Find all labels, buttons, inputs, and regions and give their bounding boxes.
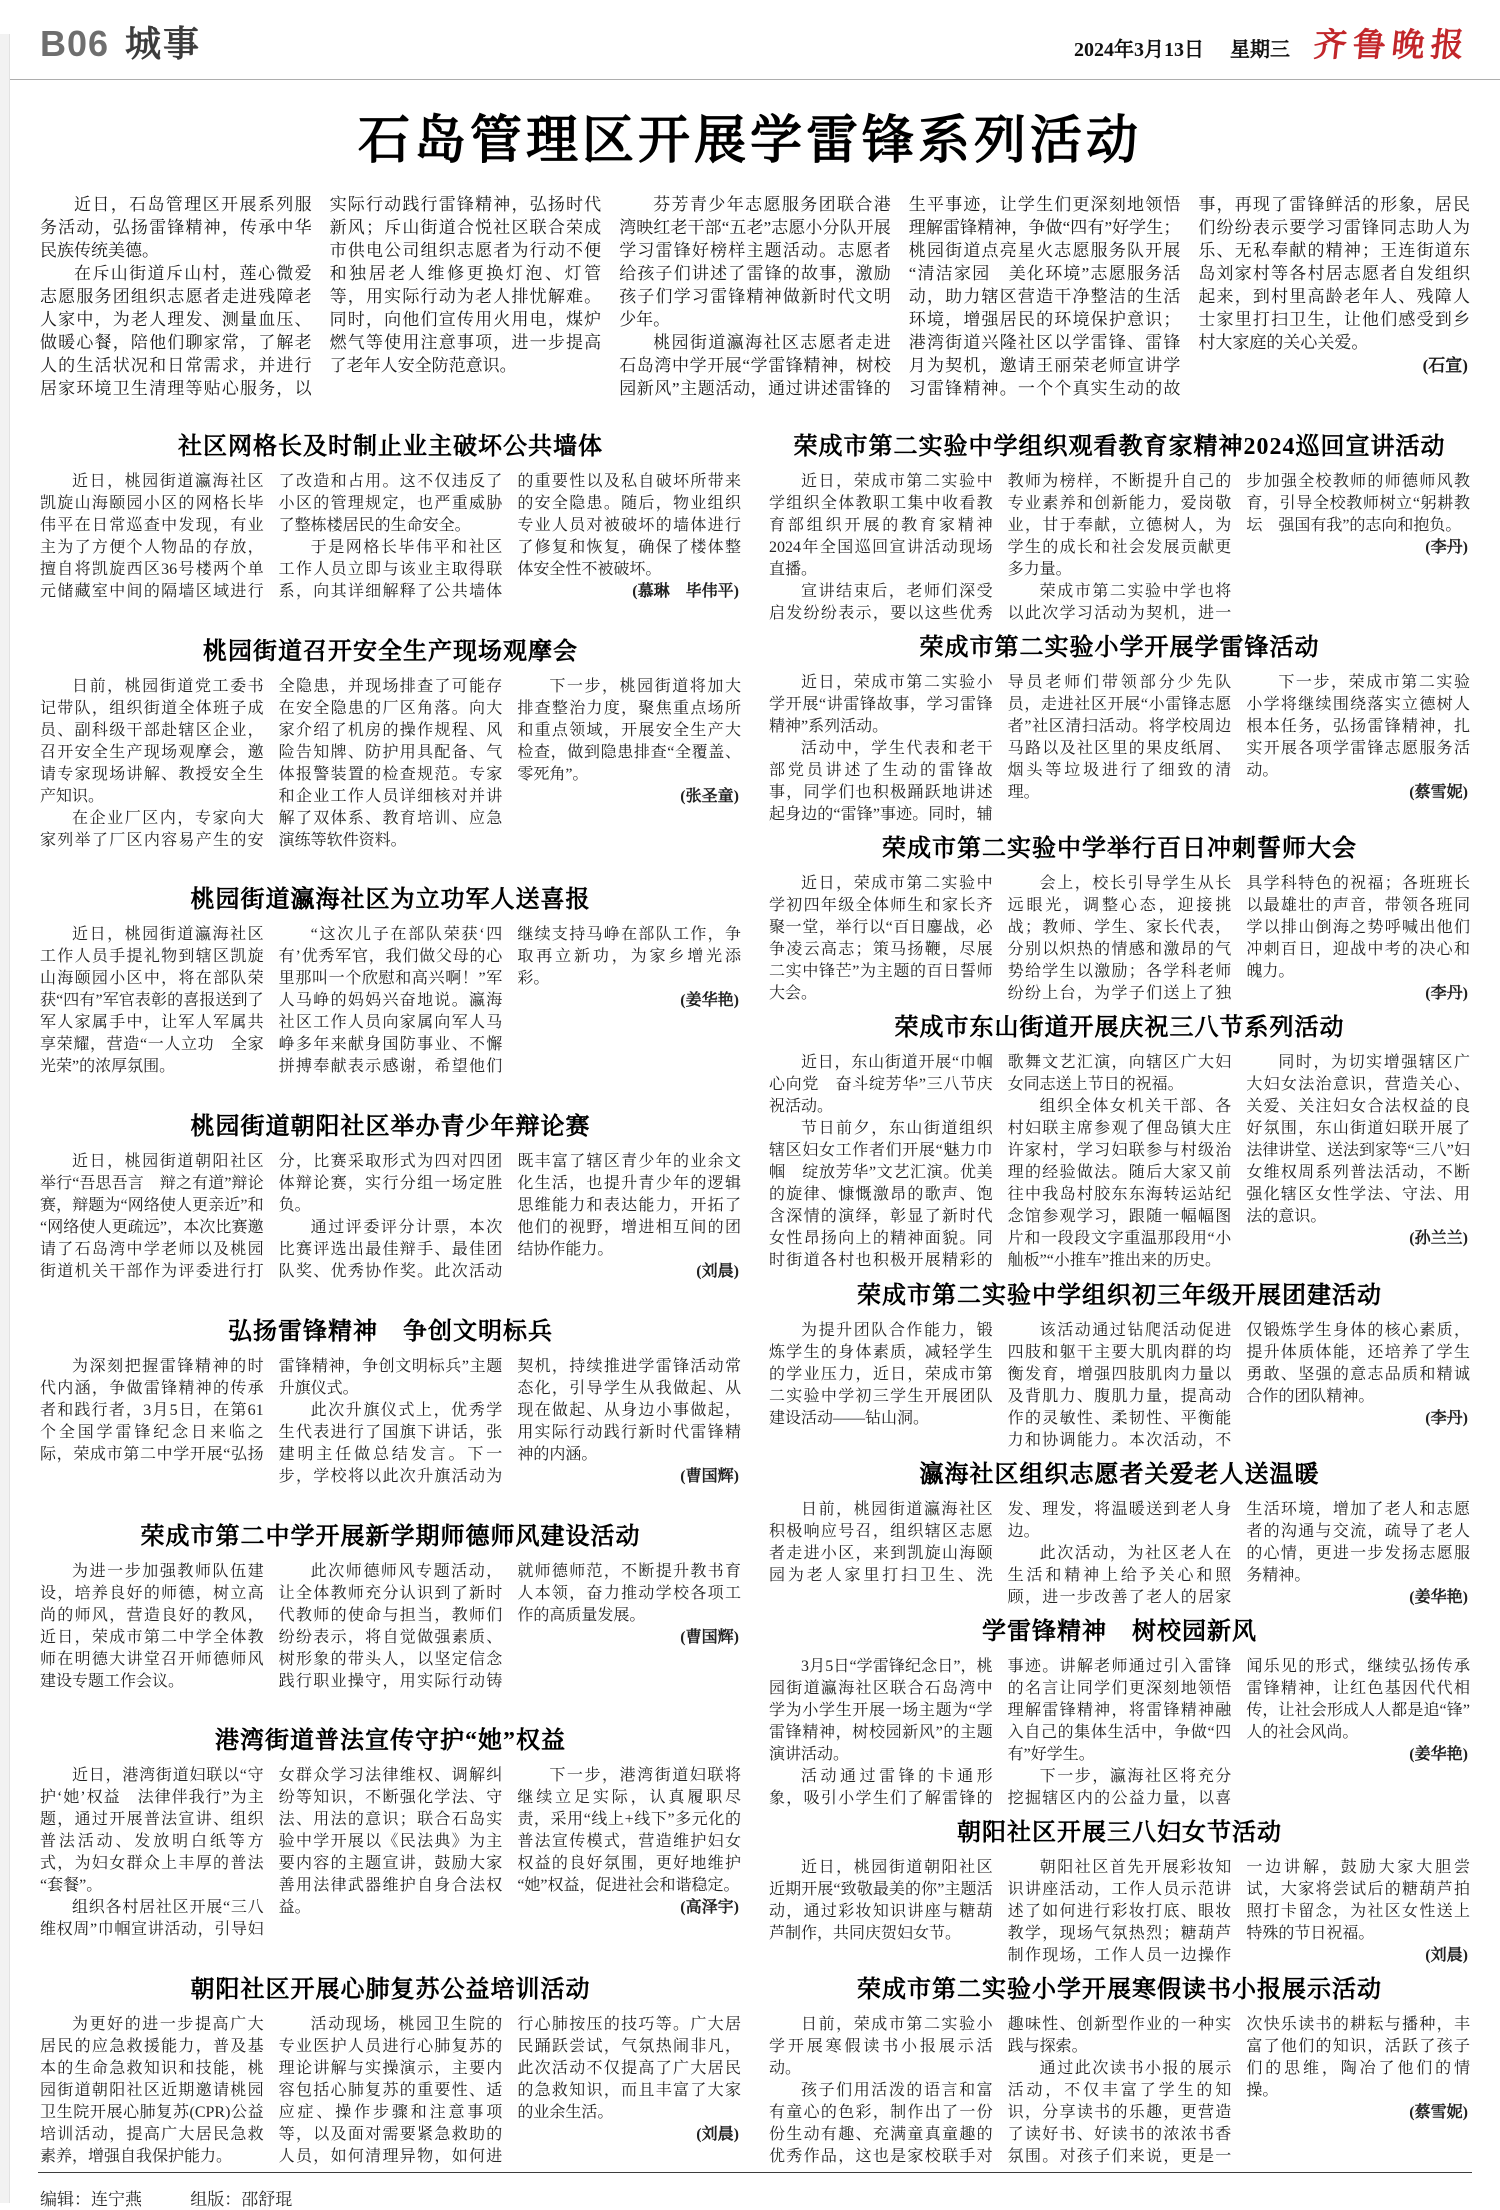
page-footer — [38, 2172, 1472, 2210]
masthead-left — [40, 16, 201, 67]
article-body — [40, 1561, 741, 1693]
left-column — [40, 426, 741, 2168]
article-paragraph: 3月5日“学雷锋纪念日”，桃园街道瀛海社区联合石岛湾中学为小学生开展一场主题为“学雷锋精神，树校园新风”的主题演讲活动。 — [769, 1657, 993, 1763]
article-byline: (石宣) — [1422, 356, 1468, 375]
article-paragraph: 此次活动，为社区老人在生活和精神上给予关心和照顾，进一步改善了老人的居家生活环境，增加了老人和志愿者的沟通与交流，疏导了老人的心情，更进一步发扬志愿服务精神。 — [1007, 1500, 1470, 1606]
article-paragraph: 孩子们用活泼的语言和富有童心的色彩，制作出了一份份生动有趣、充满童真童趣的优秀作品，这也是家校联手对趣味性、创新型作业的一种实践与探索。 — [769, 2016, 1232, 2165]
masthead — [0, 0, 1500, 80]
article-byline: (高泽宇) — [680, 1899, 739, 1917]
article-paragraph: 通过评委评分计票，本次比赛评选出最佳辩手、最佳团队奖、优秀协作奖。此次活动既丰富了辖区青少年的业余文化生活，也提升青少年的逻辑思维能力和表达能力，开拓了他们的视野，增进相互间的团结协作能力。 — [278, 1153, 741, 1281]
article-byline: (刘晨) — [696, 1263, 739, 1281]
article — [769, 828, 1470, 1005]
article-body — [769, 1052, 1470, 1272]
article-byline: (姜华艳) — [680, 992, 739, 1010]
article-byline: (慕琳 毕伟平) — [632, 583, 739, 600]
article-headline: 荣成市第二实验小学开展寒假读书小报展示活动 — [857, 1977, 1382, 2003]
article-paragraph: 朝阳社区首先开展彩妆知识讲座活动，工作人员示范讲述了如何进行彩妆打底、眼妆教学，现场气氛热烈；糖葫芦制作现场，工作人员一边操作一边讲解，鼓励大家大胆尝试，大家将尝试后的糖葫芦拍照打卡留念，为社区女性送上特殊的节日祝福。 — [1007, 1858, 1470, 1964]
article-paragraph: 组织各村居社区开展“三八维权周”巾帼宣讲活动，引导妇女群众学习法律维权、调解纠纷等知识，不断强化学法、守法、用法的意识；联合石岛实验中学开展以《民法典》为主要内容的主题宣讲，鼓励大家善用法律武器维护自身合法权益。 — [40, 1767, 503, 1939]
lead-article — [0, 98, 1500, 400]
article-paragraph: 此次师德师风专题活动，让全体教师充分认识到了新时代教师的使命与担当，教师们纷纷表示，将自觉做强素质、树形象的带头人，以坚定信念践行职业操守，用实际行动铸就师德师范，不断提升教书育人本领，奋力推动学校各项工作的高质量发展。 — [278, 1562, 741, 1690]
article — [40, 1720, 741, 1941]
article-byline: (刘晨) — [1425, 1946, 1468, 1964]
article — [769, 426, 1470, 625]
article — [769, 1969, 1470, 2168]
article-body — [40, 1356, 741, 1488]
article-paragraph: 为进一步加强教师队伍建设，培养良好的师德，树立高尚的师风，营造良好的教风，近日，荣成市第二中学全体教师在明德大讲堂召开师德师风建设专题工作会议。 — [40, 1562, 264, 1690]
article-body — [769, 1857, 1470, 1967]
article-headline: 荣成市第二实验小学开展学雷锋活动 — [919, 635, 1320, 662]
article-byline: (李丹) — [1425, 1409, 1468, 1427]
article-paragraph: 在企业厂区内，专家向大家列举了厂区内容易产生的安全隐患，并现场排查了可能存在安全隐患的厂区角落。向大家介绍了机房的操作规程、风险告知牌、防护用具配备、气体报警装置的检查规范。专家和企业工作人员详细核对并讲解了双体系、教育培训、应急演练等软件资料。 — [40, 677, 503, 849]
article-paragraph: 日前，荣成市第二实验小学开展寒假读书小报展示活动。 — [769, 2016, 993, 2077]
article-body — [40, 1151, 741, 1283]
article-byline: (曹国辉) — [680, 1467, 739, 1485]
article-paragraph: 同时，为切实增强辖区广大妇女法治意识，营造关心、关爱、关注妇女合法权益的良好氛围，东山街道妇联开展了法律讲堂、送法到家等“三八”妇女维权周系列普法活动，不断强化辖区女性学法、守法、用法的意识。 — [1246, 1054, 1470, 1226]
article-headline: 荣成市第二实验中学举行百日冲刺誓师大会 — [882, 836, 1357, 863]
masthead-right — [1074, 19, 1470, 66]
article-headline: 学雷锋精神 树校园新风 — [982, 1618, 1257, 1645]
article-byline: (曹国辉) — [680, 1628, 739, 1646]
article-headline: 朝阳社区开展三八妇女节活动 — [957, 1819, 1282, 1846]
article-body — [40, 676, 741, 852]
article-paragraph: 下一步，港湾街道妇联将继续立足实际，认真履职尽责，采用“线上+线下”多元化的普法宣传模式，营造维护妇女权益的良好氛围，更好地维护“她”权益，促进社会和谐稳定。 — [517, 1767, 741, 1895]
article-byline: (蔡雪妮) — [1409, 2104, 1468, 2121]
article-byline: (蔡雪妮) — [1409, 784, 1468, 802]
article — [769, 1454, 1470, 1609]
article-body — [769, 1499, 1470, 1609]
article-paragraph: 为更好的进一步提高广大居民的应急救援能力，普及基本的生命急救知识和技能，桃园街道朝阳社区近期邀请桃园卫生院开展心肺复苏(CPR)公益培训活动，提高广大居民急救素养，增强自我保护能力。 — [40, 2015, 264, 2165]
lead-article-body — [0, 193, 1500, 400]
article-paragraph: 为提升团队合作能力，锻炼学生的身体素质，减轻学生的学业压力，近日，荣成市第二实验中学初三学生开展团队建设活动——钻山洞。 — [769, 1321, 993, 1427]
article-headline: 荣成市东山街道开展庆祝三八节系列活动 — [894, 1015, 1345, 1042]
article-headline: 弘扬雷锋精神 争创文明标兵 — [228, 1318, 553, 1345]
article-paragraph: 节日前夕，东山街道组织辖区妇女工作者们开展“魅力巾帼 绽放芳华”文艺汇演。优美的旋律、慷慨激昂的歌声、饱含深情的演绎，彰显了新时代女性昂扬向上的精神面貌。同时街道各村也积极开展精彩的歌舞文艺汇演，向辖区广大妇女同志送上节日的祝福。 — [769, 1054, 1232, 1270]
article-paragraph: 该活动通过钻爬活动促进四肢和躯干主要大肌肉群的均衡发育，增强四肢肌肉力量以及背肌力、腹肌力量，提高动作的灵敏性、柔韧性、平衡能力和协调能力。本次活动，不仅锻炼学生身体的核心素质，提升体质体能，还培养了学生勇敢、坚强的意志品质和精诚合作的团队精神。 — [1007, 1321, 1470, 1449]
article-paragraph: 日前，桃园街道党工委书记带队，组织街道全体班子成员、副科级干部赴辖区企业，召开安全生产现场观摩会，邀请专家现场讲解、教授安全生产知识。 — [40, 677, 264, 805]
lead-headline: 石岛管理区开展学雷锋系列活动 — [357, 113, 1142, 170]
article-headline: 荣成市第二实验中学组织初三年级开展团建活动 — [857, 1282, 1382, 1309]
article-byline: (姜华艳) — [1409, 1745, 1468, 1763]
article — [40, 426, 741, 603]
article-paragraph: 近日，桃园街道瀛海社区凯旋山海颐园小区的网格长毕伟平在日常巡查中发现，有业主为了方便个人物品的存放，擅自将凯旋西区36号楼两个单元储藏室中间的隔墙区域进行了改造和占用。这不仅违反了小区的管理规定，也严重威胁了整栋楼居民的生命安全。 — [40, 473, 503, 600]
article — [769, 1275, 1470, 1452]
article-paragraph: 近日，荣成市第二实验中学初四年级全体师生和家长齐聚一堂，举行以“百日鏖战，必争凌云高志；策马扬鞭，尽展二实中锋芒”为主题的百日誓师大会。 — [769, 875, 993, 1003]
article-paragraph: 宣讲结束后，老师们深受启发纷纷表示，要以这些优秀教师为榜样，不断提升自己的专业素养和创新能力，爱岗敬业，甘于奉献，立德树人，为学生的成长和社会发展贡献更多力量。 — [769, 473, 1232, 622]
article-paragraph: 会上，校长引导学生从长远眼光，调整心态，迎接挑战；教师、学生、家长代表，分别以炽热的情感和激昂的气势给学生以激励；各学科老师纷纷上台，为学子们送上了独具学科特色的祝福；各班班长以最雄壮的声音，带领各班同学以排山倒海之势呼喊出他们冲刺百日，迎战中考的决心和魄力。 — [1007, 875, 1470, 1003]
editor-credit: 编辑：连宁燕 — [40, 2190, 142, 2209]
typesetter-credit: 组版：邵舒琨 — [190, 2190, 293, 2209]
issue-weekday: 星期三 — [1230, 39, 1290, 61]
article-paragraph: “这次儿子在部队荣获‘四有’优秀军官，我们做父母的心里那叫一个欣慰和高兴啊！”军人马峥的妈妈兴奋地说。瀛海社区工作人员向家属向军人马峥多年来献身国防事业、不懈拼搏奉献表示感谢，希望他们继续支持马峥在部队工作，争取再立新功，为家乡增光添彩。 — [278, 926, 741, 1076]
article-paragraph: 于是网格长毕伟平和社区工作人员立即与该业主取得联系，向其详细解释了公共墙体的重要性以及私自破坏所带来的安全隐患。随后，物业组织专业人员对被破坏的墙体进行了修复和恢复，确保了楼体整体安全性不被破坏。 — [278, 473, 741, 600]
article-paragraph: 下一步，桃园街道将加大排查整治力度，聚焦重点场所和重点领域，开展安全生产大检查，做到隐患排查“全覆盖、零死角”。 — [517, 677, 741, 783]
lead-paragraph: 桃园街道瀛海社区志愿者走进石岛湾中学开展“学雷锋精神，树校园新风”主题活动，通过讲述雷锋的生平事迹，让学生们更深刻地领悟理解雷锋精神，争做“四有”好学生；桃园街道点亮星火志愿服务队开展“清洁家园 美化环境”志愿服务活动，助力辖区营造干净整洁的生活环境，增强居民的环境保护意识；港湾街道兴隆社区以学雷锋、雷锋月为契机，邀请王丽荣老师宣讲学习雷锋精神。一个个真实生动的故事，再现了雷锋鲜活的形象，居民们纷纷表示要学习雷锋同志助人为乐、无私奉献的精神；王连街道东岛刘家村等各村居志愿者自发组织起来，到村里高龄老年人、残障人士家里打扫卫生，让他们感受到乡村大家庭的关心关爱。 — [619, 195, 1470, 398]
article-paragraph: 下一步，瀛海社区将充分挖掘辖区内的公益力量，以喜闻乐见的形式，继续弘扬传承雷锋精神，让红色基因代代相传，让社会形成人人都是追“锋”人的社会风尚。 — [1007, 1657, 1470, 1807]
article-body — [769, 873, 1470, 1005]
article-body — [769, 1320, 1470, 1452]
article-body — [40, 471, 741, 603]
lead-paragraph: 近日，石岛管理区开展系列服务活动，弘扬雷锋精神，传承中华民族传统美德。 — [40, 195, 312, 260]
newspaper-logo: 齐鲁晚报 — [1311, 28, 1472, 64]
article — [40, 1311, 741, 1488]
article-headline: 桃园街道朝阳社区举办青少年辩论赛 — [190, 1114, 591, 1141]
article-paragraph: 此次升旗仪式上，优秀学生代表进行了国旗下讲话，张建明主任做总结发言。下一步，学校将以此次升旗活动为契机，持续推进学雷锋活动常态化，引导学生从我做起、从现在做起、从身边小事做起，用实际行动践行新时代雷锋精神的内涵。 — [278, 1357, 741, 1485]
article-headline: 荣成市第二实验中学组织观看教育家精神2024巡回宣讲活动 — [793, 434, 1446, 460]
section-title: 城事 — [125, 24, 202, 64]
article-paragraph: 活动中，学生代表和老干部党员讲述了生动的雷锋故事，同学们也积极踊跃地讲述起身边的“雷锋”事迹。同时，辅导员老师们带领部分少先队员，走进社区开展“小雷锋志愿者”社区清扫活动。将学校周边马路以及社区里的果皮纸屑、烟头等垃圾进行了细致的清理。 — [769, 674, 1232, 824]
article-byline: (张圣童) — [680, 787, 739, 805]
article — [769, 1812, 1470, 1967]
page-number: B06 — [40, 23, 110, 64]
lead-paragraph: 在斥山街道斥山村，莲心微爱志愿服务团组织志愿者走进残障老人家中，为老人理发、测量血压、做暖心餐，陪他们聊家常，了解老人的生活状况和日常需求，并进行居家环境卫生清理等贴心服务，以实际行动践行雷锋精神，弘扬时代新风；斥山街道合悦社区联合荣成市供电公司组织志愿者为行动不便和独居老人维修更换灯泡、灯管等，用实际行动为老人排忧解难。同时，向他们宣传用火用电，煤炉燃气等使用注意事项，进一步提高了老年人安全防范意识。 — [40, 195, 602, 398]
article-paragraph: 近日，桃园街道朝阳社区近期开展“致敬最美的你”主题活动，通过彩妆知识讲座与糖葫芦制作，共同庆贺妇女节。 — [769, 1858, 993, 1942]
article-grid — [0, 426, 1500, 2168]
article-headline: 桃园街道瀛海社区为立功军人送喜报 — [190, 887, 591, 914]
article-byline: (姜华艳) — [1409, 1588, 1468, 1606]
article-headline: 瀛海社区组织志愿者关爱老人送温暖 — [919, 1461, 1320, 1488]
article-paragraph: 活动现场，桃园卫生院的专业医护人员进行心肺复苏的理论讲解与实操演示，主要内容包括心肺复苏的重要性、适应症、操作步骤和注意事项等，以及面对需要紧急救助的人员，如何清理异物，如何进行心肺按压的技巧等。广大居民踊跃尝试，气氛热闹非凡，此次活动不仅提高了广大居民的急救知识，而且丰富了大家的业余生活。 — [278, 2015, 741, 2165]
article-body — [40, 1765, 741, 1941]
article-byline: (刘晨) — [696, 2125, 739, 2143]
article-body — [769, 471, 1470, 625]
article-paragraph: 荣成市第二实验中学也将以此次学习活动为契机，进一步加强全校教师的师德师风教育，引导全校教师树立“躬耕教坛 强国有我”的志向和抱负。 — [1007, 473, 1470, 622]
article — [40, 879, 741, 1078]
article-byline: (孙兰兰) — [1409, 1230, 1468, 1248]
article — [40, 1106, 741, 1283]
article-byline: (李丹) — [1425, 985, 1468, 1003]
article-headline: 桃园街道召开安全生产现场观摩会 — [203, 638, 578, 665]
article-paragraph: 近日，东山街道开展“巾帼心向党 奋斗绽芳华”三八节庆祝活动。 — [769, 1054, 993, 1116]
article-paragraph: 为深刻把握雷锋精神的时代内涵，争做雷锋精神的传承者和践行者，3月5日，在第61个全国学雷锋纪念日来临之际，荣成市第二中学开展“弘扬雷锋精神，争创文明标兵”主题升旗仪式。 — [40, 1357, 503, 1463]
article-paragraph: 日前，桃园街道瀛海社区积极响应号召，组织辖区志愿者走进小区，来到凯旋山海颐园为老人家里打扫卫生、洗发、理发，将温暖送到老人身边。 — [769, 1500, 1232, 1584]
article — [769, 627, 1470, 826]
lead-paragraph: 芬芳青少年志愿服务团联合港湾映红老干部“五老”志愿小分队开展学习雷锋好榜样主题活动。志愿者给孩子们讲述了雷锋的故事，激励孩子们学习雷锋精神做新时代文明少年。 — [619, 195, 891, 329]
right-column — [769, 426, 1470, 2168]
article-body — [769, 2014, 1470, 2168]
article-headline: 港湾街道普法宣传守护“她”权益 — [215, 1728, 566, 1755]
article-body — [40, 2014, 741, 2168]
article-paragraph: 近日，桃园街道瀛海社区工作人员手提礼物到辖区凯旋山海颐园小区中，将在部队荣获“四有”军官表彰的喜报送到了军人家属手中，让军人军属共享荣耀，营造“一人立功 全家光荣”的浓厚氛围。 — [40, 926, 264, 1076]
article-headline: 荣成市第二中学开展新学期师德师风建设活动 — [140, 1523, 641, 1550]
article-paragraph: 近日，桃园街道朝阳社区举行“吾思吾言 辩之有道”辩论赛，辩题为“网络使人更亲近”和“网络使人更疏远”，本次比赛邀请了石岛湾中学老师以及桃园街道机关干部作为评委进行打分，比赛采取形式为四对四团体辩论赛，实行分组一场定胜负。 — [40, 1153, 503, 1281]
article-byline: (李丹) — [1425, 539, 1468, 556]
article-paragraph: 组织全体女机关干部、各村妇联主席参观了俚岛镇大庄许家村，学习妇联参与村级治理的经验做法。随后大家又前往中我岛村胶东东海转运站纪念馆参观学习，跟随一幅幅图片和一段段文字重温那段用“小舢板”“小推车”推出来的历史。 — [1007, 1098, 1232, 1270]
article-body — [769, 672, 1470, 826]
article-paragraph: 近日，荣成市第二实验中学组织全体教职工集中收看教育部组织开展的教育家精神2024年全国巡回宣讲活动现场直播。 — [769, 473, 993, 578]
article-headline: 社区网格长及时制止业主破坏公共墙体 — [178, 434, 603, 460]
article — [769, 1611, 1470, 1810]
article-paragraph: 通过此次读书小报的展示活动，不仅丰富了学生的知识，分享读书的乐趣，更营造了读好书、好读书的浓浓书香氛围。对孩子们来说，更是一次快乐读书的耕耘与播种，丰富了他们的知识，活跃了孩子们的思维，陶冶了他们的情操。 — [1007, 2016, 1470, 2165]
article — [769, 1007, 1470, 1272]
article-headline: 朝阳社区开展心肺复苏公益培训活动 — [190, 1976, 591, 2003]
article-paragraph: 活动通过雷锋的卡通形象，吸引小学生们了解雷锋的事迹。讲解老师通过引入雷锋的名言让同学们更深刻地领悟理解雷锋精神，将雷锋精神融入自己的集体生活中，争做“四有”好学生。 — [769, 1657, 1232, 1807]
article — [40, 631, 741, 852]
issue-date: 2024年3月13日 — [1074, 39, 1204, 61]
article-paragraph: 近日，港湾街道妇联以“守护‘她’权益 法律伴我行”为主题，通过开展普法宣讲、组织普法活动、发放明白纸等方式，为妇女群众上丰厚的普法“套餐”。 — [40, 1767, 264, 1895]
article-body — [769, 1656, 1470, 1810]
scan-edge-artifact — [0, 34, 10, 2203]
article — [40, 1516, 741, 1693]
article-paragraph: 下一步，荣成市第二实验小学将继续围绕落实立德树人根本任务，弘扬雷锋精神，扎实开展各项学雷锋志愿服务活动。 — [1246, 674, 1470, 780]
article — [40, 1969, 741, 2168]
article-paragraph: 近日，荣成市第二实验小学开展“讲雷锋故事，学习雷锋精神”系列活动。 — [769, 674, 993, 736]
article-body — [40, 924, 741, 1078]
